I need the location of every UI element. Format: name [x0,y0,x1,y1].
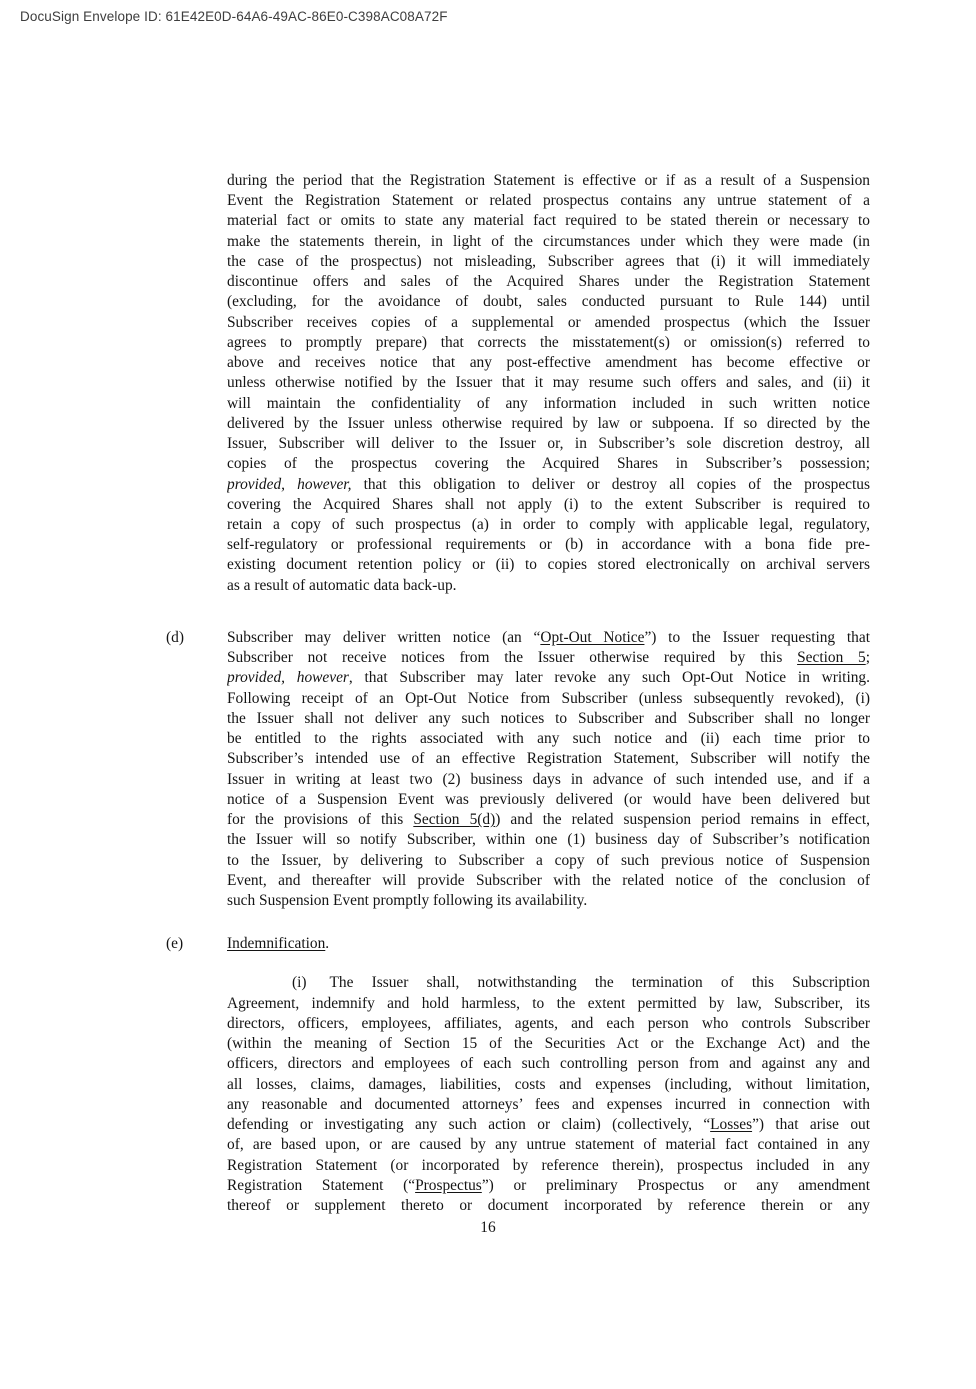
text-line: for the provisions of this Section 5(d)) and the related suspension period remains in effect, [227,811,870,829]
defined-term: Prospectus [415,1176,482,1194]
text-line: officers, directors and employees of each such controlling person from and against any and [227,1055,870,1073]
paragraph-label: (e) [166,935,184,953]
text-line: during the period that the Registration Statement is effective or if as a result of a Suspension [227,172,870,189]
text-line: all losses, claims, damages, liabilities, costs and expenses (including, without limitation, [227,1075,870,1093]
text-line: discontinue offers and sales of the Acquired Shares under the Registration Statement [227,273,870,291]
defined-term: Opt-Out Notice [540,628,645,646]
text-line: of, are based upon, or are caused by any untrue statement of material fact contained in any [227,1136,870,1154]
italic-text: provided, however [227,669,349,687]
text-line: provided, however, that this obligation to deliver or destroy all copies of the prospectus [227,475,870,493]
text-line: Agreement, indemnify and hold harmless, to the extent permitted by law, Subscriber, its [227,994,870,1012]
text-line: Following receipt of an Opt-Out Notice from Subscriber (unless subsequently revoked), (i) [227,689,870,707]
text-line: will maintain the confidentiality of any information included in such written notice [227,394,870,412]
text-line: the case of the prospectus) not misleading, Subscriber agrees that (i) it will immediately [227,252,870,270]
defined-term: Losses [710,1116,753,1134]
paragraph-e-i [227,973,870,1216]
text-line: as a result of automatic data back-up. [227,576,457,594]
defined-term: Section 5 [797,649,866,667]
text-line: the Issuer will so notify Subscriber, within one (1) business day of Subscriber’s notification [227,831,870,849]
text-line: (excluding, for the avoidance of doubt, sales conducted pursuant to Rule 144) until [227,293,870,311]
paragraph-label: (d) [166,628,184,646]
text-line: material fact or omits to state any material fact required to be stated therein or necessary to [227,212,870,230]
text-line: Subscriber’s intended use of an effective Registration Statement, Subscriber will notify the [227,750,870,768]
text-line: thereof or supplement thereto or document incorporated by reference therein or any [227,1197,870,1215]
text-line: Indemnification. [227,935,330,953]
text-line: covering the Acquired Shares shall not apply (i) to the extent Subscriber is required to [227,495,870,513]
text-line: (within the meaning of Section 15 of the Securities Act or the Exchange Act) and the [227,1035,870,1053]
text-line: Issuer in writing at least two (2) business days in advance of such intended use, and if a [227,770,870,788]
text-line: unless otherwise notified by the Issuer that it may resume such offers and sales, and (ii) it [227,374,870,392]
heading-indemnification [166,934,870,954]
text-line: directors, officers, employees, affiliates, agents, and each person who controls Subscriber [227,1014,870,1032]
text-line: be entitled to the rights associated with any such notice and (ii) each time prior to [227,730,870,748]
text-line: self-regulatory or professional requirements or (b) in accordance with a bona fide pre- [227,536,870,554]
text-line: Subscriber may deliver written notice (an “Opt-Out Notice”) to the Issuer requesting that [227,628,870,646]
text-line: any reasonable and documented attorneys’ fees and expenses incurred in connection with [227,1095,870,1113]
text-line: agrees to promptly prepare) that corrects the misstatement(s) or omission(s) referred to [227,333,870,351]
text-line: retain a copy of such prospectus (a) in order to comply with applicable legal, regulatory, [227,515,870,533]
text-line: provided, however, that Subscriber may later revoke any such Opt-Out Notice in writing. [227,669,870,687]
text-line: Subscriber not receive notices from the Issuer otherwise required by this Section 5; [227,649,870,667]
text-line: Subscriber receives copies of a supplemental or amended prospectus (which the Issuer [227,313,870,331]
text-line: (i) The Issuer shall, notwithstanding the termination of this Subscription [292,974,870,992]
text-line: defending or investigating any such action or claim) (collectively, “Losses”) that arise out [227,1116,870,1134]
defined-term: Section 5(d) [413,811,496,829]
text-line: existing document retention policy or (ii) to copies stored electronically on archival servers [227,556,870,574]
italic-text: provided, however, [227,475,352,493]
text-line: to the Issuer, by delivering to Subscriber a copy of such previous notice of Suspension [227,851,870,869]
text-line: Issuer, Subscriber will deliver to the Issuer or, in Subscriber’s sole discretion destroy, all [227,435,870,453]
text-line: make the statements therein, in light of the circumstances under which they were made (in [227,232,870,250]
text-line: copies of the prospectus covering the Acquired Shares in Subscriber’s possession; [227,455,870,473]
text-line: Event, and thereafter will provide Subscriber with the related notice of the conclusion of [227,871,870,889]
text-line: above and receives notice that any post-effective amendment has become effective or [227,354,870,372]
paragraph-continuation [227,171,870,596]
text-line: the Issuer shall not deliver any such notices to Subscriber and Subscriber shall no longer [227,709,870,727]
text-line: Registration Statement (“Prospectus”) or preliminary Prospectus or any amendment [227,1176,870,1194]
text-line: Event the Registration Statement or related prospectus contains any untrue statement of a [227,192,870,210]
defined-term: Indemnification [227,935,326,953]
text-line: Registration Statement (or incorporated by reference therein), prospectus included in any [227,1156,870,1174]
text-line: delivered by the Issuer unless otherwise required by law or subpoena. If so directed by the [227,414,870,432]
document-body [166,171,870,1216]
text-line: notice of a Suspension Event was previously delivered (or would have been delivered but [227,790,870,808]
docusign-envelope-id: DocuSign Envelope ID: 61E42E0D-64A6-49AC-86E0-C398AC08A72F [20,9,448,24]
text-line: such Suspension Event promptly following its availability. [227,891,588,909]
page-number: 16 [480,1219,496,1236]
paragraph-d [166,628,870,911]
